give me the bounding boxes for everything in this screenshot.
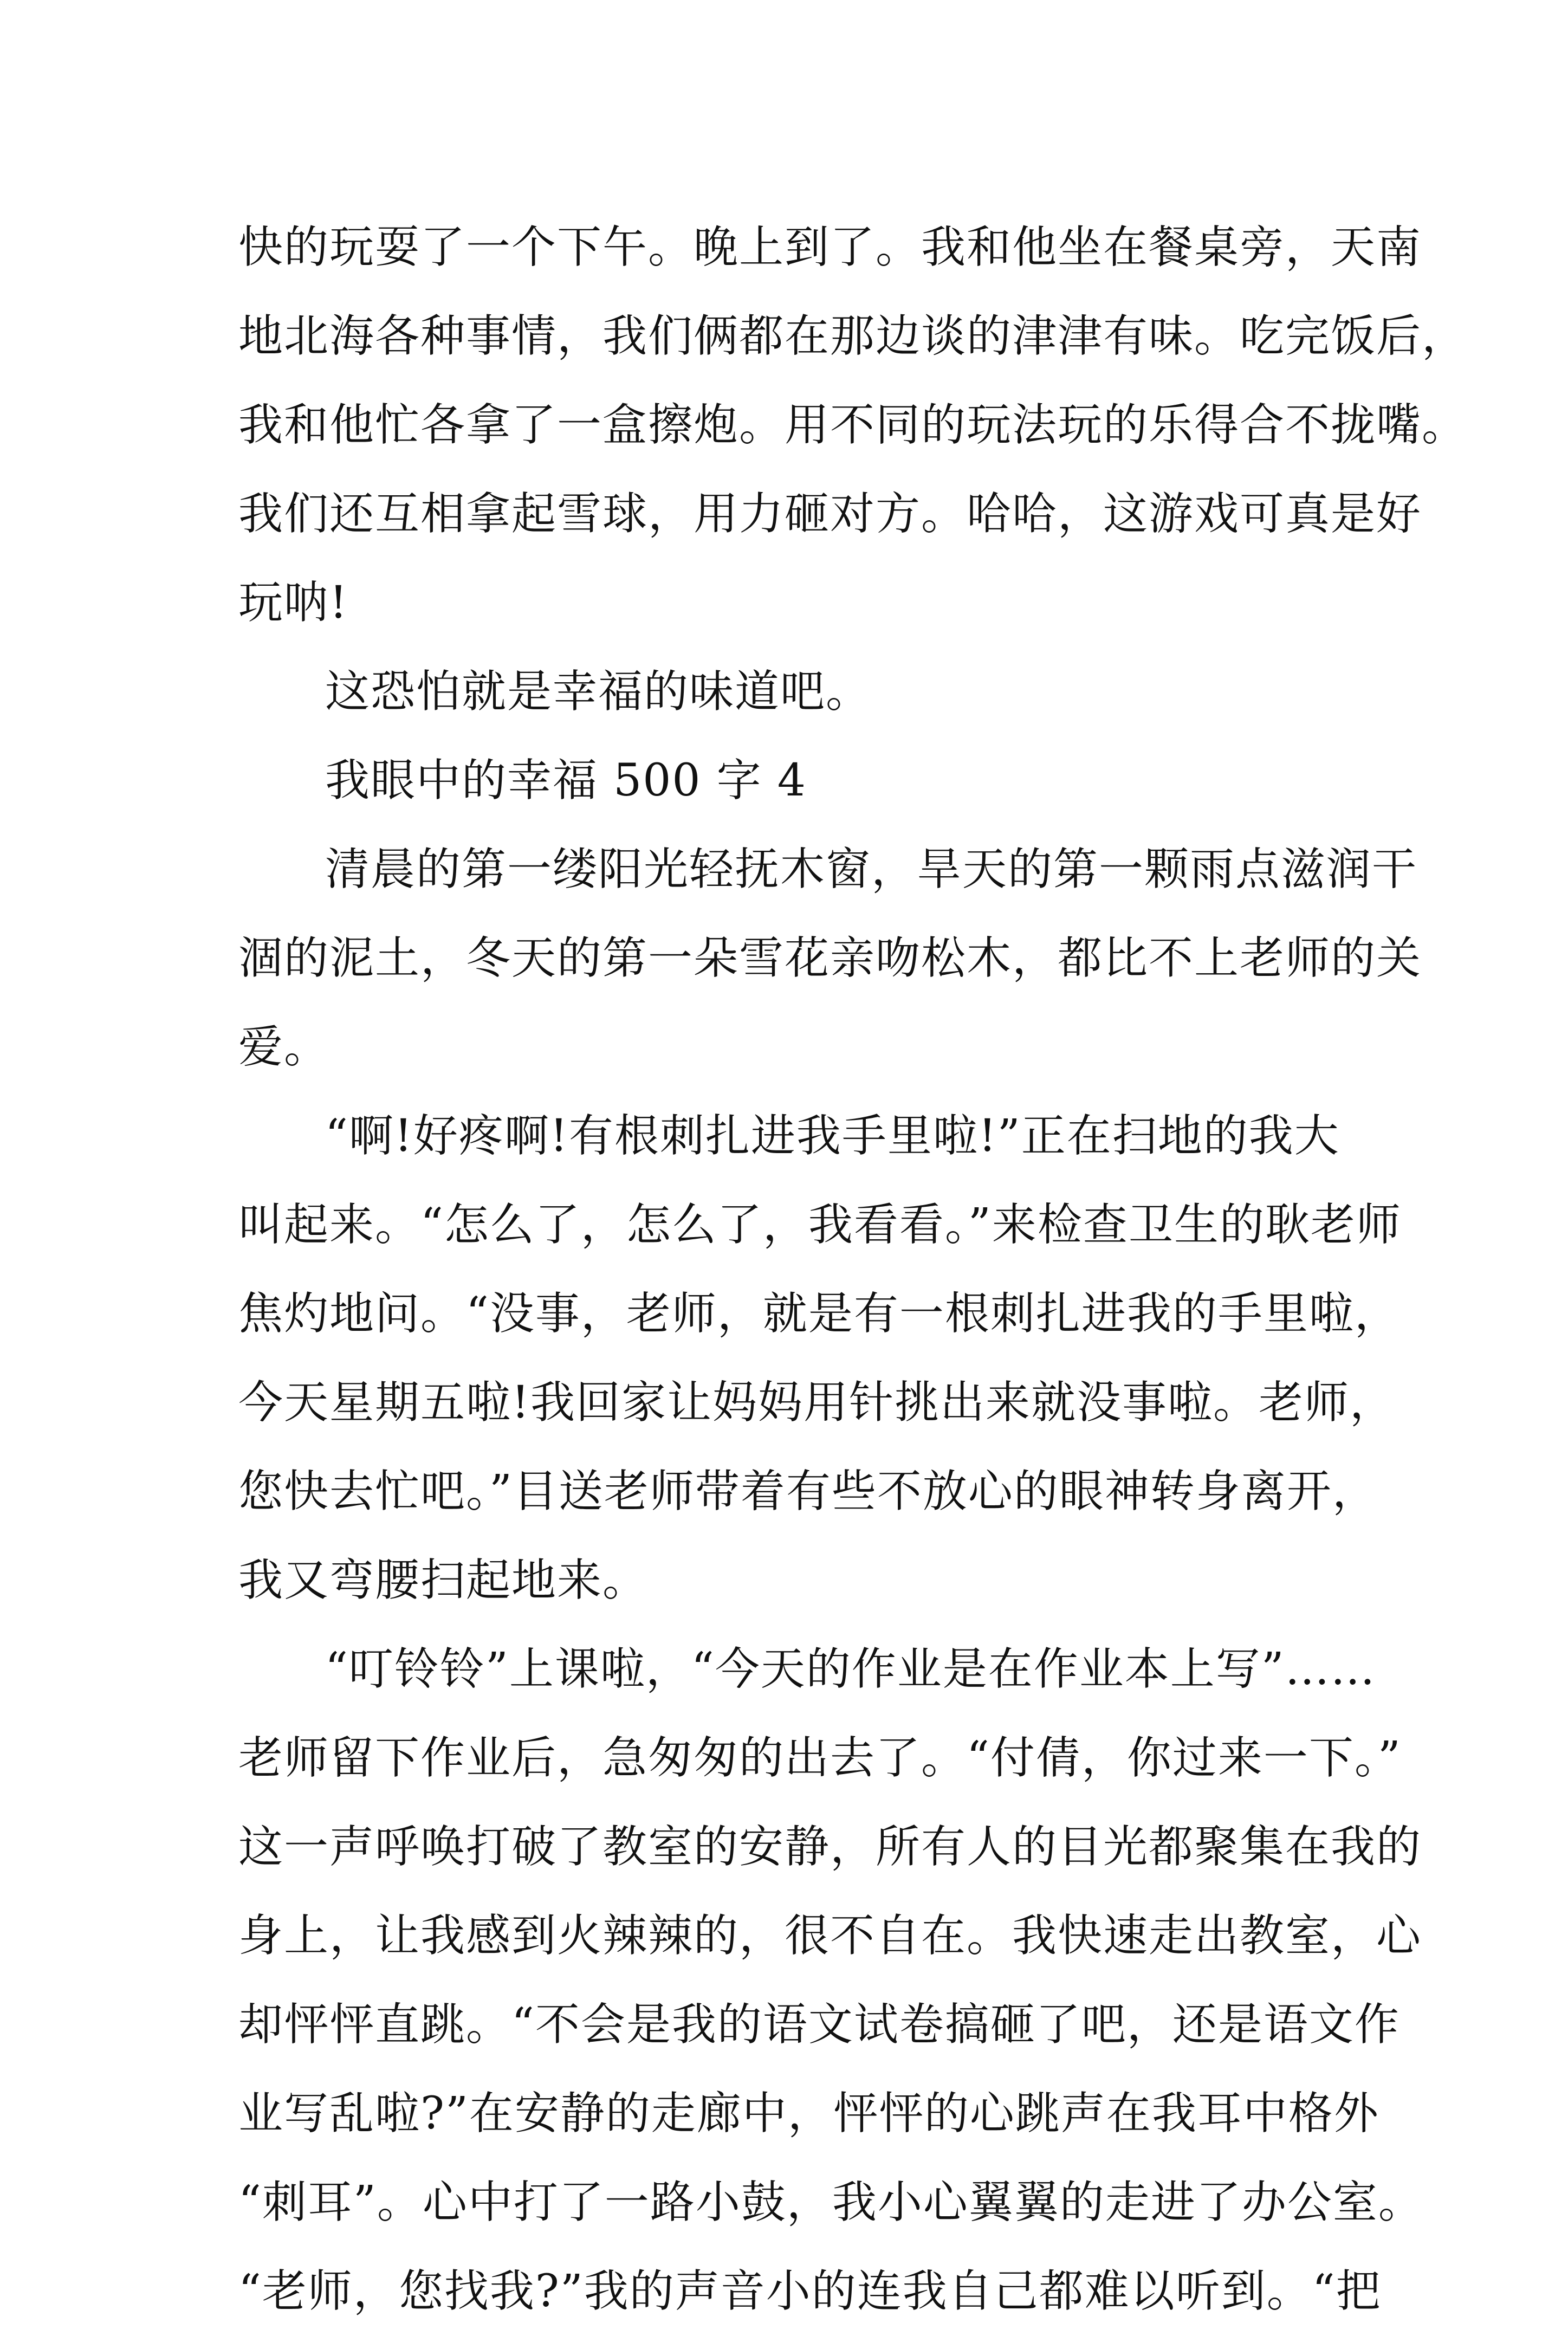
text-line: 地北海各种事情，我们俩都在那边谈的津津有味。吃完饭后， xyxy=(238,310,1468,362)
text-line: 我和他忙各拿了一盒擦炮。用不同的玩法玩的乐得合不拢嘴。 xyxy=(238,399,1468,451)
text-line: 今天星期五啦!我回家让妈妈用针挑出来就没事啦。老师， xyxy=(238,1377,1395,1428)
text-line: 涸的泥土，冬天的第一朵雪花亲吻松木，都比不上老师的关 xyxy=(238,933,1422,984)
text-line: 身上，让我感到火辣辣的，很不自在。我快速走出教室，心 xyxy=(238,1910,1422,1962)
paragraph-line: 这恐怕就是幸福的味道吧。 xyxy=(325,666,872,717)
paragraph-line: “啊!好疼啊!有根刺扎进我手里啦!”正在扫地的我大 xyxy=(325,1110,1340,1162)
text-line: 我们还互相拿起雪球，用力砸对方。哈哈，这游戏可真是好 xyxy=(238,488,1422,540)
text-line: 我又弯腰扫起地来。 xyxy=(238,1555,649,1606)
text-line: “老师，您找我?”我的声音小的连我自己都难以听到。“把 xyxy=(238,2266,1382,2317)
paragraph-line: “叮铃铃”上课啦，“今天的作业是在作业本上写”…… xyxy=(325,1643,1376,1695)
section-heading: 我眼中的幸福 500 字 4 xyxy=(325,755,807,806)
text-line: 焦灼地问。“没事，老师，就是有一根刺扎进我的手里啦， xyxy=(238,1288,1400,1340)
text-line: 这一声呼唤打破了教室的安静，所有人的目光都聚集在我的 xyxy=(238,1821,1422,1873)
text-line: 玩呐! xyxy=(238,577,348,629)
text-line: 老师留下作业后，急匆匆的出去了。“付倩，你过来一下。” xyxy=(238,1732,1402,1784)
body-text xyxy=(238,203,1468,2336)
text-line: 叫起来。“怎么了，怎么了，我看看。”来检查卫生的耿老师 xyxy=(238,1199,1402,1251)
paragraph-line: 清晨的第一缕阳光轻抚木窗，旱天的第一颗雨点滋润干 xyxy=(325,844,1418,895)
text-line: 快的玩耍了一个下午。晚上到了。我和他坐在餐桌旁，天南 xyxy=(238,222,1422,273)
text-line: 爱。 xyxy=(238,1021,330,1073)
text-line: 却怦怦直跳。“不会是我的语文试卷搞砸了吧，还是语文作 xyxy=(238,1999,1400,2050)
text-line: 业写乱啦?”在安静的走廊中，怦怦的心跳声在我耳中格外 xyxy=(238,2088,1379,2139)
text-line: “刺耳”。心中打了一路小鼓，我小心翼翼的走进了办公室。 xyxy=(238,2177,1424,2228)
text-line: 您快去忙吧。”目送老师带着有些不放心的眼神转身离开， xyxy=(238,1466,1378,1517)
